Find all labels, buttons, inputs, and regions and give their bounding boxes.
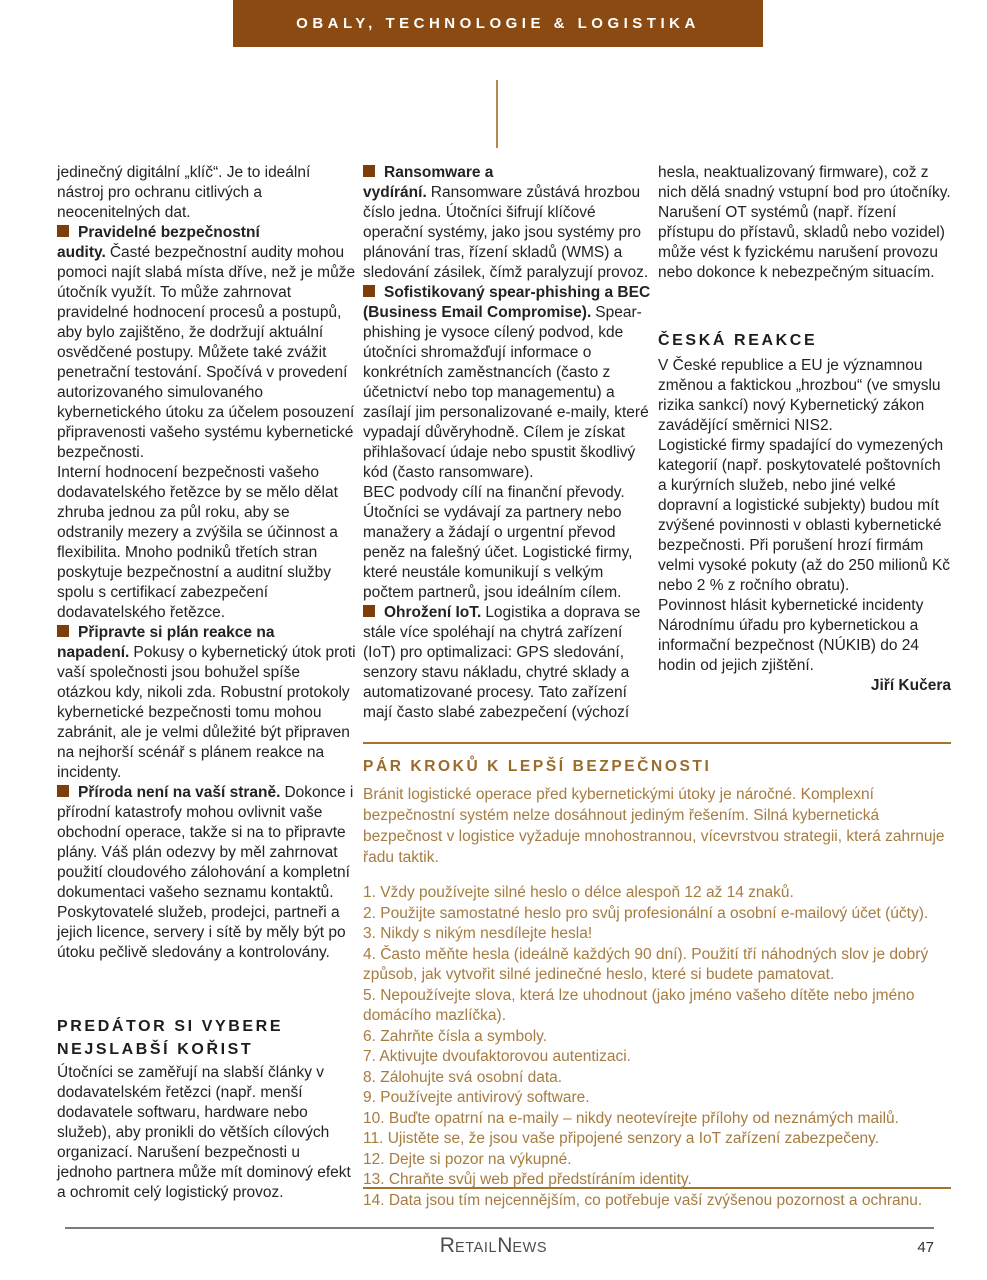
paragraph-text: BEC podvody cílí na finanční převody. Útočníci se vydávají za partnery nebo manažery a žádají o urgentní převod peněz na falešný účet. Logistické firmy, které neustále komunikují s velkým počtem partnerů, jsou ideálním cílem. bbox=[363, 484, 633, 601]
heading-line: ČESKÁ REAKCE bbox=[658, 332, 818, 349]
bullet-text: Dokonce i přírodní katastrofy mohou ovlivnit vaše obchodní operace, takže si na to připravte plány. Váš plán odezvy by měl zahrnovat použití cloudového zálohování a kompletní dokumentaci vašeho seznamu kontaktů. Poskytovatelé služeb, prodejci, partneři a jejich licence, servery i sítě by měly být po útoku pečlivě sledovány a kontrolovány. bbox=[57, 784, 354, 961]
section-header-label: OBALY, TECHNOLOGIE & LOGISTIKA bbox=[296, 15, 700, 32]
tips-box-title: PÁR KROKŮ K LEPŠÍ BEZPEČNOSTI bbox=[363, 758, 712, 775]
tip-item: 4. Často měňte hesla (ideálně každých 90 dní). Použití tří náhodných slov je dobrý způsob, jak vytvořit silné jedinečné heslo, které si budete pamatovat. bbox=[363, 945, 929, 983]
bullet-lead: Ohrožení IoT. bbox=[384, 604, 482, 621]
section-heading-ceska-reakce bbox=[658, 329, 951, 352]
tip-item: 2. Použijte samostatné heslo pro svůj profesionální a osobní e-mailový účet (účty). bbox=[363, 904, 929, 922]
tip-item: 11. Ujistěte se, že jsou vaše připojené senzory a IoT zařízení zabezpečeny. bbox=[363, 1130, 880, 1147]
author-byline bbox=[658, 676, 951, 696]
tip-item: 14. Data jsou tím nejcennějším, co potřebuje vaší zvýšenou pozornost a ochranu. bbox=[363, 1191, 923, 1209]
paragraph bbox=[658, 596, 951, 676]
section-heading-predator bbox=[57, 1015, 356, 1061]
section-header-bar bbox=[233, 0, 763, 47]
author-name: Jiří Kučera bbox=[870, 677, 951, 694]
bullet-square-icon bbox=[363, 285, 375, 297]
paragraph bbox=[57, 1063, 356, 1203]
tips-box bbox=[363, 742, 951, 1209]
bullet-lead: Připravte si plán reakce na napadení. bbox=[57, 624, 275, 661]
logo-letter: R bbox=[439, 1234, 455, 1257]
bullet-paragraph bbox=[57, 623, 356, 783]
tips-list bbox=[363, 883, 951, 1211]
paragraph bbox=[658, 163, 951, 283]
bullet-square-icon bbox=[363, 165, 375, 177]
logo-letters: EWS bbox=[512, 1240, 548, 1256]
paragraph-text: Interní hodnocení bezpečnosti vašeho dodavatelského řetězce by se mělo dělat zhruba jednou za půl roku, aby se odstranily mezery a zvýšila se účinnost a flexibilita. Mnoho podniků třetích stran poskytuje bezpečnostní a auditní služby spolu s certifikací zabezpečení dodavatelského řetězce. bbox=[57, 464, 338, 621]
tip-item: 7. Aktivujte dvoufaktorovou autentizaci. bbox=[363, 1048, 631, 1065]
bullet-text: Spear-phishing je vysoce cílený podvod, kde útočníci shromažďují informace o konkrétních zaměstnancích (často z účetnictví nebo top managementu) a zasílají jim personalizované e-maily, které vypadají důvěryhodně. Cílem je získat přihlašovací údaje nebo spustit škodlivý kód (často ransomware). bbox=[363, 304, 649, 481]
tip-item: 6. Zahrňte čísla a symboly. bbox=[363, 1027, 548, 1045]
bullet-text: Časté bezpečnostní audity mohou pomoci najít slabá místa dříve, než je může útočník využít. To může zahrnovat pravidelné hodnocení procesů a postupů, aby bylo zajištěno, že dodržují aktuální osvědčené postupy. Můžete také zvážit penetrační testování. Spočívá v provedení autorizovaného simulovaného kybernetického útoku za účelem posouzení připravenosti vašeho systému kybernetické bezpečnosti. bbox=[57, 244, 356, 461]
column-divider-line bbox=[496, 80, 498, 148]
bullet-paragraph bbox=[363, 163, 652, 283]
bullet-lead: Ransomware a vydírání. bbox=[363, 164, 494, 201]
tip-item: 5. Nepoužívejte slova, která lze uhodnout (jako jméno vašeho dítěte nebo jméno domácího mazlíčka). bbox=[363, 986, 915, 1024]
tip-item: 8. Zálohujte svá osobní data. bbox=[363, 1068, 563, 1086]
paragraph bbox=[658, 436, 951, 596]
retailnews-logo bbox=[0, 1234, 987, 1258]
heading-line: PREDÁTOR SI VYBERE bbox=[57, 1018, 284, 1035]
footer-rule bbox=[65, 1227, 934, 1229]
tip-item: 12. Dejte si pozor na výkupné. bbox=[363, 1150, 572, 1168]
tip-item: 10. Buďte opatrní na e-maily – nikdy neotevírejte přílohy od neznámých mailů. bbox=[363, 1109, 899, 1127]
paragraph-text: hesla, neaktualizovaný firmware), což z nich dělá snadný vstupní bod pro útočníky. Narušení OT systémů (např. řízení přístupu do přístavů, skladů nebo vozidel) může vést k fyzickému narušení provozu nebo dokonce k nebezpečným situacím. bbox=[658, 164, 951, 281]
tips-box-intro: Bránit logistické operace před kybernetickými útoky je náročné. Komplexní bezpečnostní systém nelze dosáhnout jediným řešením. Silná kybernetická bezpečnost v logistice vyžaduje mnohostrannou, vícevrstvou strategii, která zahrnuje řadu taktik. bbox=[363, 786, 945, 866]
paragraph bbox=[57, 163, 356, 223]
bullet-paragraph bbox=[363, 283, 652, 483]
bullet-text: Pokusy o kybernetický útok proti vaší společnosti jsou bohužel spíše otázkou kdy, nikoli zda. Robustní protokoly kybernetické bezpečnosti tomu mohou zabránit, ale je velmi důležité být připraven na nejhorší scénář s plánem reakce na incidenty. bbox=[57, 644, 356, 781]
tip-item: 9. Používejte antivirový software. bbox=[363, 1089, 590, 1106]
paragraph-text: jedinečný digitální „klíč“. Je to ideální nástroj pro ochranu citlivých a neocenitelných dat. bbox=[57, 164, 311, 221]
text-column-2 bbox=[363, 163, 652, 723]
bullet-square-icon bbox=[57, 785, 69, 797]
bullet-square-icon bbox=[57, 625, 69, 637]
bullet-square-icon bbox=[363, 605, 375, 617]
bullet-lead: Příroda není na vaší straně. bbox=[78, 784, 281, 801]
logo-letter: N bbox=[497, 1234, 513, 1257]
bullet-lead: Pravidelné bezpečnostní audity. bbox=[57, 224, 260, 261]
paragraph bbox=[363, 483, 652, 603]
paragraph-text: Útočníci se zaměřují na slabší články v dodavatelském řetězci (např. menší dodavatele softwaru, hardware nebo služeb), aby pronikli do větších cílových organizací. Narušení bezpečnosti u jednoho partnera může mít dominový efekt a ochromit celý logistický provoz. bbox=[57, 1064, 351, 1201]
heading-line: NEJSLABŠÍ KOŘIST bbox=[57, 1041, 254, 1058]
logo-letters: ETAIL bbox=[454, 1240, 498, 1256]
paragraph bbox=[57, 463, 356, 623]
text-column-3 bbox=[658, 163, 951, 696]
paragraph-text: Povinnost hlásit kybernetické incidenty Národnímu úřadu pro kybernetickou a informační bezpečnost (NÚKIB) do 24 hodin od jejich zjištění. bbox=[658, 597, 924, 674]
tip-item: 13. Chraňte svůj web před předstíráním identity. bbox=[363, 1171, 692, 1188]
tip-item: 1. Vždy používejte silné heslo o délce alespoň 12 až 14 znaků. bbox=[363, 884, 794, 901]
page-number: 47 bbox=[917, 1239, 934, 1256]
bullet-square-icon bbox=[57, 225, 69, 237]
paragraph-text: V České republice a EU je významnou změnou a faktickou „hrozbou“ (ve smyslu rizika sankcí) nový Kybernetický zákon zavádějící směrnici NIS2. bbox=[658, 357, 941, 434]
bullet-lead: Sofistikovaný spear-phishing a BEC (Business Email Compromise). bbox=[363, 284, 651, 321]
bullet-text: Ransomware zůstává hrozbou číslo jedna. Útočníci šifrují klíčové operační systémy, jako jsou systémy pro plánování tras, řízení skladů (WMS) a sledování zásilek, čímž paralyzují provoz. bbox=[363, 184, 649, 281]
bullet-paragraph bbox=[57, 783, 356, 963]
paragraph-text: Logistické firmy spadající do vymezených kategorií (např. poskytovatelé poštovních a kurýrních služeb, nebo jiné velké dopravní a logistické subjekty) budou mít zvýšené povinnosti v oblasti kybernetické bezpečnosti. Při porušení hrozí firmám velmi vysoké pokuty (až do 250 milionů Kč nebo 2 % z ročního obratu). bbox=[658, 437, 951, 594]
bullet-text: Logistika a doprava se stále více spoléhají na chytrá zařízení (IoT) pro optimalizaci: GPS sledování, senzory stavu nákladu, chytré sklady a automatizované procesy. Tato zařízení mají často slabé zabezpečení (výchozí bbox=[363, 604, 641, 721]
text-column-1 bbox=[57, 163, 356, 1203]
bullet-paragraph bbox=[363, 603, 652, 723]
tip-item: 3. Nikdy s nikým nesdílejte hesla! bbox=[363, 925, 593, 942]
bullet-paragraph bbox=[57, 223, 356, 463]
paragraph bbox=[658, 356, 951, 436]
